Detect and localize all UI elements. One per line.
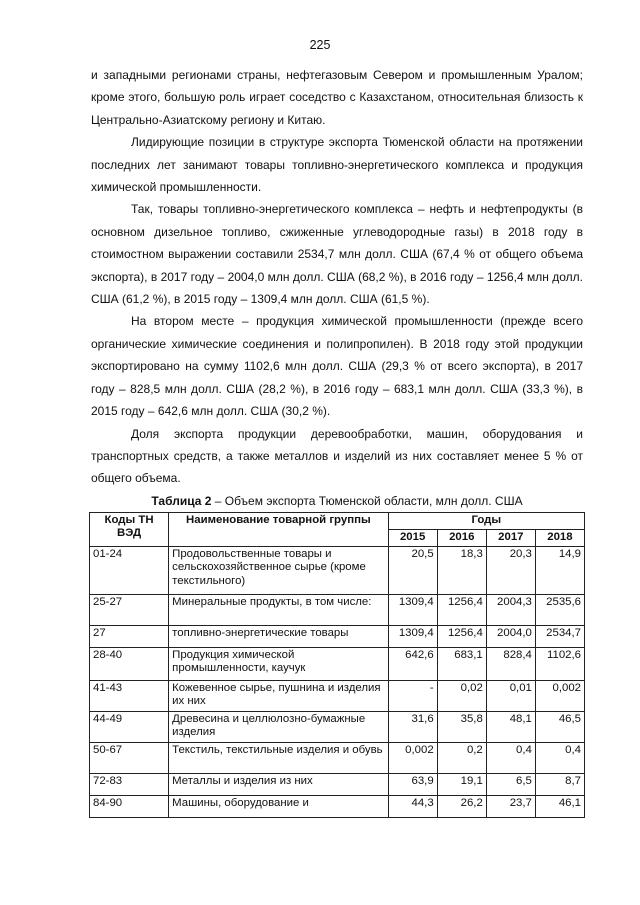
cell-value: 1102,6 [535,648,584,681]
paragraph: Так, товары топливно-энергетического комплекса – нефть и нефтепродукты (в основном дизельное топливо, сжиженные углеводородные газы) в 2018 году в стоимостном выражении составили 2534,7 млн долл. США (67,4 % от общего объема экспорта), в 2017 году – 2004,0 млн долл. США (68,2 %), в 2016 году – 1256,4 млн долл. США (61,2 %), в 2015 году – 1309,4 млн долл. США (61,5 %). [91,202,583,307]
cell-name: Текстиль, текстильные изделия и обувь [169,743,388,774]
cell-value: 2534,7 [535,626,584,648]
cell-name: Машины, оборудование и [169,796,388,818]
cell-value: 20,3 [486,547,535,595]
cell-value: 23,7 [486,796,535,818]
cell-value: 18,3 [437,547,486,595]
table-caption [91,490,583,512]
paragraph: Доля экспорта продукции деревообработки, машин, оборудования и транспортных средств, а также металлов и изделий из них составляет менее 5 % от общего объема. [91,426,583,486]
cell-code: 28-40 [90,648,169,681]
cell-value: 0,01 [486,681,535,712]
cell-value: 44,3 [388,796,437,818]
cell-code: 25-27 [90,595,169,626]
header-year: 2018 [535,529,584,546]
cell-value: 2535,6 [535,595,584,626]
cell-code: 44-49 [90,712,169,743]
cell-value: 46,1 [535,796,584,818]
cell-value: 2004,0 [486,626,535,648]
cell-value: 1256,4 [437,595,486,626]
cell-value: 1256,4 [437,626,486,648]
cell-value: 1309,4 [388,595,437,626]
header-year: 2015 [388,529,437,546]
cell-code: 01-24 [90,547,169,595]
cell-name: топливно-энергетические товары [169,626,388,648]
table-row [90,648,585,681]
cell-value: 1309,4 [388,626,437,648]
cell-value: 642,6 [388,648,437,681]
cell-code: 84-90 [90,796,169,818]
cell-value: 0,002 [535,681,584,712]
cell-name: Металлы и изделия из них [169,774,388,796]
header-year: 2016 [437,529,486,546]
header-years-group: Годы [388,512,584,529]
cell-value: 31,6 [388,712,437,743]
table-body [90,547,585,818]
paragraph: Лидирующие позиции в структуре экспорта Тюменской области на протяжении последних лет занимают товары топливно-энергетического комплекса и продукция химической промышленности. [91,135,583,195]
cell-value: 683,1 [437,648,486,681]
cell-value: 35,8 [437,712,486,743]
cell-value: 14,9 [535,547,584,595]
header-code: Коды ТН ВЭД [90,512,169,546]
cell-value: 19,1 [437,774,486,796]
cell-value: 0,002 [388,743,437,774]
cell-value: - [388,681,437,712]
table-row [90,626,585,648]
table-row [90,796,585,818]
cell-code: 50-67 [90,743,169,774]
cell-value: 828,4 [486,648,535,681]
cell-name: Минеральные продукты, в том числе: [169,595,388,626]
cell-value: 8,7 [535,774,584,796]
table-caption-label: Таблица 2 [151,493,212,508]
page-content [91,64,583,818]
cell-name: Продовольственные товары и сельскохозяйственное сырье (кроме текстильного) [169,547,388,595]
table-row [90,774,585,796]
header-name: Наименование товарной группы [169,512,388,546]
cell-code: 41-43 [90,681,169,712]
cell-name: Продукция химической промышленности, каучук [169,648,388,681]
cell-value: 26,2 [437,796,486,818]
cell-code: 27 [90,626,169,648]
cell-value: 0,4 [486,743,535,774]
table-row [90,595,585,626]
cell-name: Древесина и целлюлозно-бумажные изделия [169,712,388,743]
table-row [90,712,585,743]
table-row [90,547,585,595]
table-row [90,743,585,774]
cell-value: 63,9 [388,774,437,796]
cell-value: 0,02 [437,681,486,712]
cell-name: Кожевенное сырье, пушнина и изделия их них [169,681,388,712]
header-year: 2017 [486,529,535,546]
export-table [89,512,585,818]
cell-value: 6,5 [486,774,535,796]
cell-value: 48,1 [486,712,535,743]
cell-value: 0,4 [535,743,584,774]
paragraph: На втором месте – продукция химической промышленности (прежде всего органические химические соединения и полипропилен). В 2018 году этой продукции экспортировано на сумму 1102,6 млн долл. США (29,3 % от всего экспорта), в 2017 году – 828,5 млн долл. США (28,2 %), в 2016 году – 683,1 млн долл. США (33,3 %), в 2015 году – 642,6 млн долл. США (30,2 %). [91,314,583,419]
cell-value: 20,5 [388,547,437,595]
table-header-row [90,512,585,529]
table-row [90,681,585,712]
cell-code: 72-83 [90,774,169,796]
cell-value: 0,2 [437,743,486,774]
cell-value: 46,5 [535,712,584,743]
cell-value: 2004,3 [486,595,535,626]
page-number: 225 [309,38,331,52]
paragraph: и западными регионами страны, нефтегазовым Севером и промышленным Уралом; кроме этого, большую роль играет соседство с Казахстаном, относительная близость к Центрально-Азиатскому региону и Китаю. [91,68,583,127]
table-caption-text: – Объем экспорта Тюменской области, млн долл. США [211,493,523,508]
